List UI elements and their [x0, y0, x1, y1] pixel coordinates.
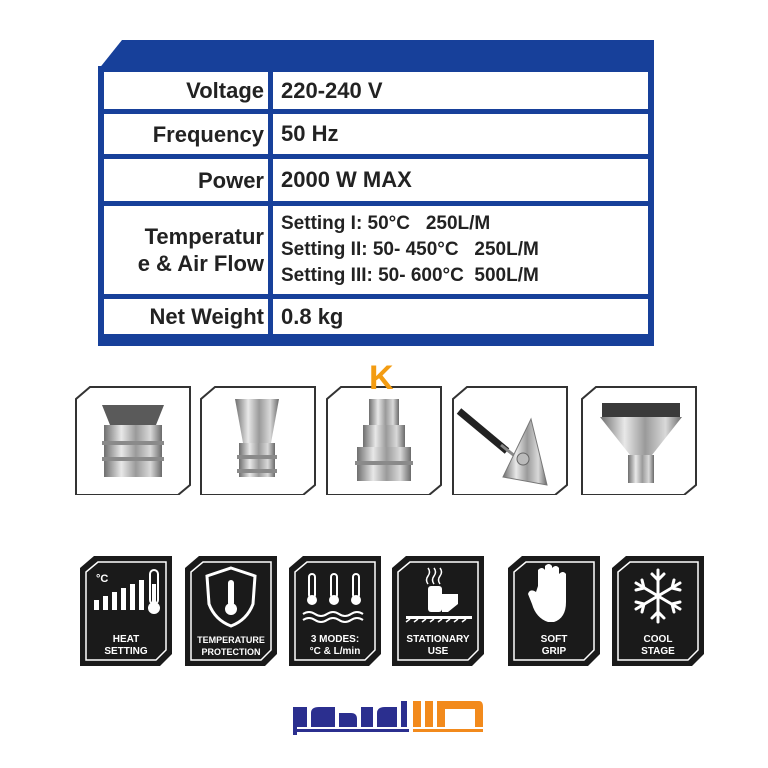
feature-stationary-use — [392, 556, 484, 666]
feature-label-line: COOL — [643, 634, 673, 645]
nozzle-reducer — [325, 359, 443, 495]
spec-value: 2000 W MAX — [273, 159, 648, 201]
spec-value: 0.8 kg — [273, 299, 648, 334]
spec-label: Frequency — [104, 114, 268, 154]
feature-label-line: STAGE — [641, 646, 675, 657]
setting-line: Setting I: 50°C 250L/M — [281, 213, 491, 234]
feature-three-modes — [289, 556, 381, 666]
nozzle-angled — [199, 385, 317, 495]
feature-label — [618, 634, 698, 658]
nozzle-reflector — [74, 385, 192, 495]
spec-table-block — [98, 40, 654, 346]
nozzle-flat — [580, 385, 698, 495]
feature-label-line: PROTECTION — [201, 647, 261, 657]
spec-row-temperature-airflow — [104, 206, 648, 294]
unit-label: °C — [96, 573, 109, 585]
spec-row-frequency — [104, 114, 648, 154]
feature-cool-stage — [612, 556, 704, 666]
brand-logo-mark — [289, 697, 485, 741]
feature-label-line: 3 MODES: — [310, 634, 360, 645]
spec-row-voltage — [104, 72, 648, 109]
nozzle-marker-label: K — [369, 359, 394, 397]
setting-line: Setting II: 50- 450°C 250L/M — [281, 239, 539, 260]
spec-label-line: Temperatur — [144, 224, 264, 249]
spec-row-power — [104, 159, 648, 201]
feature-label — [398, 634, 478, 658]
spec-row-net-weight — [104, 299, 648, 334]
feature-heat-setting — [80, 556, 172, 666]
feature-label — [295, 634, 375, 658]
spec-label — [104, 206, 268, 294]
feature-label-line: GRIP — [541, 646, 567, 657]
feature-label-line: STATIONARY — [406, 634, 470, 645]
feature-label-line: °C & L/min — [309, 646, 361, 657]
feature-label-line: TEMPERATURE — [197, 635, 265, 645]
spec-label: Net Weight — [104, 299, 268, 334]
feature-label — [514, 634, 594, 658]
brand-logo — [289, 697, 485, 741]
spec-label: Voltage — [104, 72, 268, 109]
feature-label-line: SETTING — [104, 646, 148, 657]
spec-label: Power — [104, 159, 268, 201]
feature-label-line: HEAT — [112, 634, 140, 645]
feature-label — [191, 634, 271, 658]
feature-label — [86, 634, 166, 658]
spec-value: 50 Hz — [273, 114, 648, 154]
spec-label-line: e & Air Flow — [137, 251, 264, 276]
feature-temperature-protection — [185, 556, 277, 666]
feature-label-line: SOFT — [540, 634, 568, 645]
setting-line: Setting III: 50- 600°C 500L/M — [281, 265, 539, 286]
spec-table — [98, 66, 654, 346]
feature-soft-grip — [508, 556, 600, 666]
nozzle-scraper — [451, 385, 569, 495]
spec-value — [273, 206, 648, 294]
feature-label-line: USE — [427, 646, 449, 657]
spec-value: 220-240 V — [273, 72, 648, 109]
